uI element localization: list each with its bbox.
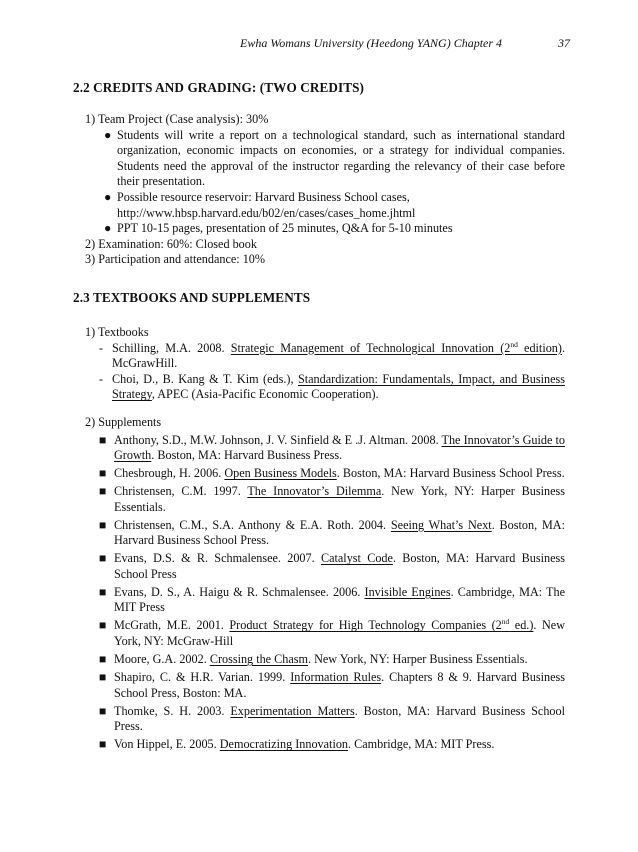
- square-bullet-icon: ■: [99, 517, 107, 532]
- supplement-title-a: Invisible Engines: [364, 584, 451, 599]
- supplement-item: [99, 617, 566, 649]
- dash-marker: -: [99, 340, 104, 355]
- supplement-item: [99, 484, 565, 515]
- supplement-author: Anthony, S.D., M.W. Johnson, J. V. Sinfield & E .J. Altman. 2008.: [114, 432, 442, 447]
- supplement-author: Shapiro, C. & H.R. Varian. 1999.: [114, 670, 291, 685]
- supplement-author: McGrath, M.E. 2001.: [114, 618, 230, 633]
- square-bullet-icon: ■: [99, 737, 107, 752]
- supplement-author: Thomke, S. H. 2003.: [114, 703, 231, 718]
- supplement-title-a: The Innovator’s Guide to Growth: [114, 432, 565, 463]
- supplement-title: [230, 704, 354, 718]
- supplement-title-a: Seeing What’s Next: [390, 517, 492, 532]
- supplement-item: [99, 670, 565, 701]
- supplement-title-a: Democratizing Innovation: [219, 737, 349, 752]
- supplement-publisher: . Boston, MA: Harvard Business School Press.: [114, 703, 565, 734]
- bullet-ppt: [104, 221, 565, 237]
- square-bullet-icon: ■: [99, 484, 107, 499]
- supplement-title-a: Product Strategy for High Technology Companies (2: [229, 618, 502, 633]
- supplement-title: [224, 466, 336, 480]
- supplement-publisher: . New York, NY: Harper Business Essentials.: [308, 652, 528, 667]
- textbook-author: Choi, D., B. Kang & T. Kim (eds.),: [112, 371, 298, 386]
- textbook-item: [99, 371, 565, 403]
- square-bullet-icon: ■: [99, 584, 107, 599]
- bullet-ppt-text: PPT 10-15 pages, presentation of 25 minutes, Q&A for 5-10 minutes: [117, 221, 453, 236]
- item-team-project: 1) Team Project (Case analysis): 30%: [85, 112, 269, 126]
- textbook-title-b: edition): [517, 340, 562, 355]
- supplement-title-a: The Innovator’s Dilemma: [247, 484, 382, 499]
- supplement-title: [391, 518, 492, 532]
- supplement-publisher: . Chapters 8 & 9. Harvard Business School Press, Boston: MA.: [114, 670, 565, 700]
- supplement-item: [99, 737, 565, 753]
- supplements-list: [85, 415, 565, 755]
- supplement-item: [99, 703, 565, 735]
- supplement-publisher: . New York, NY: McGraw-Hill: [114, 618, 566, 649]
- textbook-title-sup: nd: [510, 339, 518, 349]
- square-bullet-icon: ■: [99, 466, 107, 481]
- bullet-icon: ●: [104, 221, 112, 236]
- supplement-title: [220, 737, 348, 751]
- supplement-title: [229, 618, 533, 632]
- supplement-item: [99, 466, 565, 482]
- textbook-item: [99, 339, 565, 372]
- textbook-publisher: . McGrawHill.: [112, 340, 565, 371]
- textbook-publisher: , APEC (Asia-Pacific Economic Cooperation).: [151, 387, 379, 402]
- supplement-title: [365, 585, 451, 599]
- bullet-report-text: Students will write a report on a technological standard, such as international standard organization, economic impacts on economies, or a strategy for individual companies. Students need the approval of the instructor regarding the relevancy of their case before their presentation.: [117, 127, 565, 189]
- square-bullet-icon: ■: [99, 703, 107, 718]
- section-heading-credits: 2.2 CREDITS AND GRADING: (TWO CREDITS): [73, 80, 365, 95]
- supplement-publisher: . Cambridge, MA: The MIT Press: [114, 584, 565, 615]
- supplement-item: [99, 551, 565, 582]
- supplement-publisher: . New York, NY: Harper Business Essentials.: [114, 484, 565, 514]
- supplement-title-a: Catalyst Code: [320, 551, 393, 566]
- supplement-item: [99, 517, 565, 549]
- supplement-item: [99, 432, 565, 464]
- textbooks-label: 1) Textbooks: [85, 325, 149, 339]
- square-bullet-icon: ■: [99, 670, 107, 685]
- bullet-icon: ●: [104, 127, 112, 142]
- supplement-item: [99, 652, 565, 668]
- bullet-resource-text: Possible resource reservoir: Harvard Business School cases,: [117, 189, 410, 204]
- textbook-title: [231, 341, 562, 355]
- supplement-title: [290, 670, 381, 684]
- square-bullet-icon: ■: [99, 432, 107, 447]
- square-bullet-icon: ■: [99, 618, 107, 633]
- supplement-author: Christensen, C.M., S.A. Anthony & E.A. Roth. 2004.: [114, 517, 391, 532]
- supplement-title-a: Information Rules: [290, 670, 382, 685]
- supplement-publisher: . Boston, MA: Harvard Business School Press.: [114, 517, 565, 548]
- square-bullet-icon: ■: [99, 652, 107, 667]
- credits-list: [85, 112, 565, 268]
- supplement-title-sup: nd: [501, 617, 510, 627]
- supplement-title: [210, 652, 308, 666]
- running-title: Ewha Womans University (Heedong YANG) Chapter 4: [240, 36, 503, 50]
- supplement-author: Chesbrough, H. 2006.: [114, 466, 225, 481]
- supplement-author: Christensen, C.M. 1997.: [114, 484, 248, 499]
- supplement-title-b: ed.): [509, 618, 534, 633]
- square-bullet-icon: ■: [99, 551, 107, 566]
- running-header: [240, 36, 570, 51]
- bullet-icon: ●: [104, 189, 112, 204]
- supplement-title: [247, 484, 381, 498]
- supplement-title-a: Crossing the Chasm: [209, 652, 308, 667]
- textbooks-list: [85, 325, 565, 403]
- supplement-publisher: . Boston, MA: Harvard Business Press.: [151, 448, 343, 463]
- supplement-item: [99, 584, 565, 616]
- supplement-publisher: . Cambridge, MA: MIT Press.: [348, 737, 495, 752]
- supplement-author: Moore, G.A. 2002.: [114, 652, 210, 667]
- dash-marker: -: [99, 371, 104, 386]
- textbook-author: Schilling, M.A. 2008.: [112, 340, 231, 355]
- supplement-author: Von Hippel, E. 2005.: [114, 737, 220, 752]
- supplement-title: [321, 551, 393, 565]
- supplement-publisher: . Boston, MA: Harvard Business School Press.: [336, 466, 565, 481]
- item-participation: 3) Participation and attendance: 10%: [85, 252, 266, 267]
- textbook-title-a: Strategic Management of Technological Innovation (2: [230, 340, 511, 355]
- item-examination: 2) Examination: 60%: Closed book: [85, 236, 257, 251]
- bullet-resource-url: http://www.hbsp.harvard.edu/b02/en/cases/cases_home.jhtml: [117, 205, 416, 220]
- bullet-report: [104, 127, 565, 190]
- textbook-title: Standardization: Fundamentals, Impact, and Business Strategy: [112, 371, 565, 402]
- supplement-title-a: Experimentation Matters: [230, 703, 355, 718]
- supplements-label: 2) Supplements: [85, 415, 162, 429]
- supplement-publisher: . Boston, MA: Harvard Business School Press: [114, 551, 565, 581]
- bullet-resource: [104, 189, 565, 221]
- section-heading-textbooks: 2.3 TEXTBOOKS AND SUPPLEMENTS: [73, 290, 311, 305]
- supplement-author: Evans, D.S. & R. Schmalensee. 2007.: [114, 551, 321, 566]
- supplement-author: Evans, D. S., A. Haigu & R. Schmalensee. 2006.: [114, 584, 365, 599]
- page-number: 37: [558, 36, 570, 50]
- supplement-title-a: Open Business Models: [224, 466, 337, 481]
